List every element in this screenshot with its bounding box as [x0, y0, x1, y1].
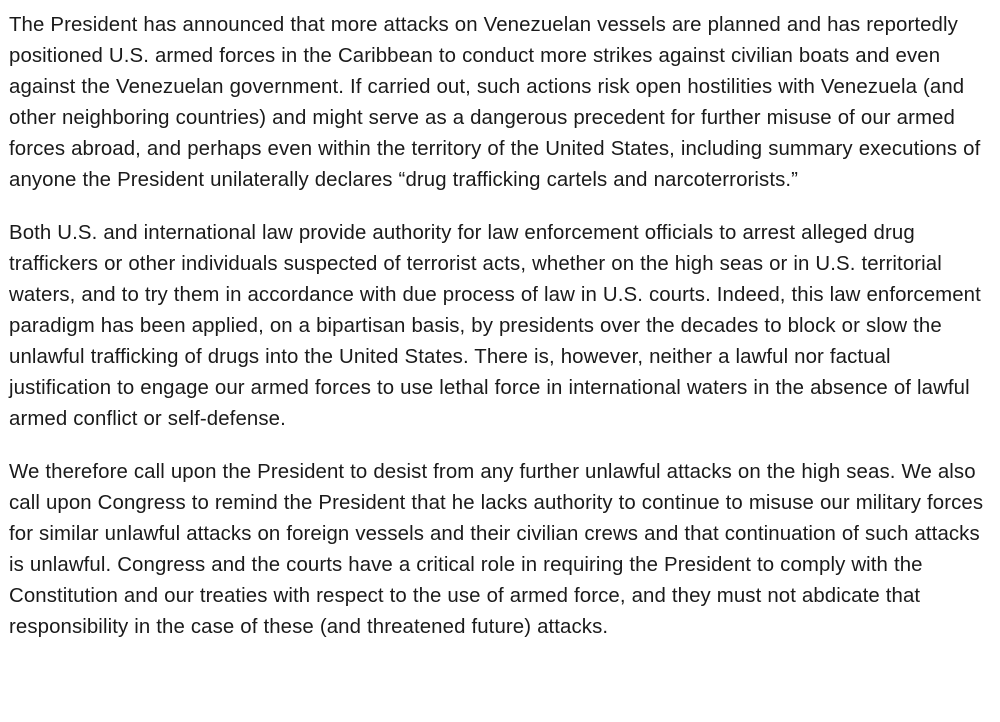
paragraph-1: The President has announced that more attacks on Venezuelan vessels are planned and has reportedly positioned U.S. armed forces in the Caribbean to conduct more strikes against civilian boats and even against the Venezuelan government. If carried out, such actions risk open hostilities with Venezuela (and other neighboring countries) and might serve as a dangerous precedent for further misuse of our armed forces abroad, and perhaps even within the territory of the United States, including summary executions of anyone the President unilaterally declares “drug trafficking cartels and narcoterrorists.” — [9, 14, 981, 191]
paragraph-2: Both U.S. and international law provide authority for law enforcement officials to arrest alleged drug traffickers or other individuals suspected of terrorist acts, whether on the high seas or in U.S. territorial waters, and to try them in accordance with due process of law in U.S. courts. Indeed, this law enforcement paradigm has been applied, on a bipartisan basis, by presidents over the decades to block or slow the unlawful trafficking of drugs into the United States. There is, however, neither a lawful nor factual justification to engage our armed forces to use lethal force in international waters in the absence of lawful armed conflict or self-defense. — [9, 222, 981, 430]
paragraph-3: We therefore call upon the President to desist from any further unlawful attacks on the high seas. We also call upon Congress to remind the President that he lacks authority to continue to misuse our military forces for similar unlawful attacks on foreign vessels and their civilian crews and that continuation of such attacks is unlawful. Congress and the courts have a critical role in requiring the President to comply with the Constitution and our treaties with respect to the use of armed force, and they must not abdicate that responsibility in the case of these (and threatened future) attacks. — [9, 461, 984, 638]
